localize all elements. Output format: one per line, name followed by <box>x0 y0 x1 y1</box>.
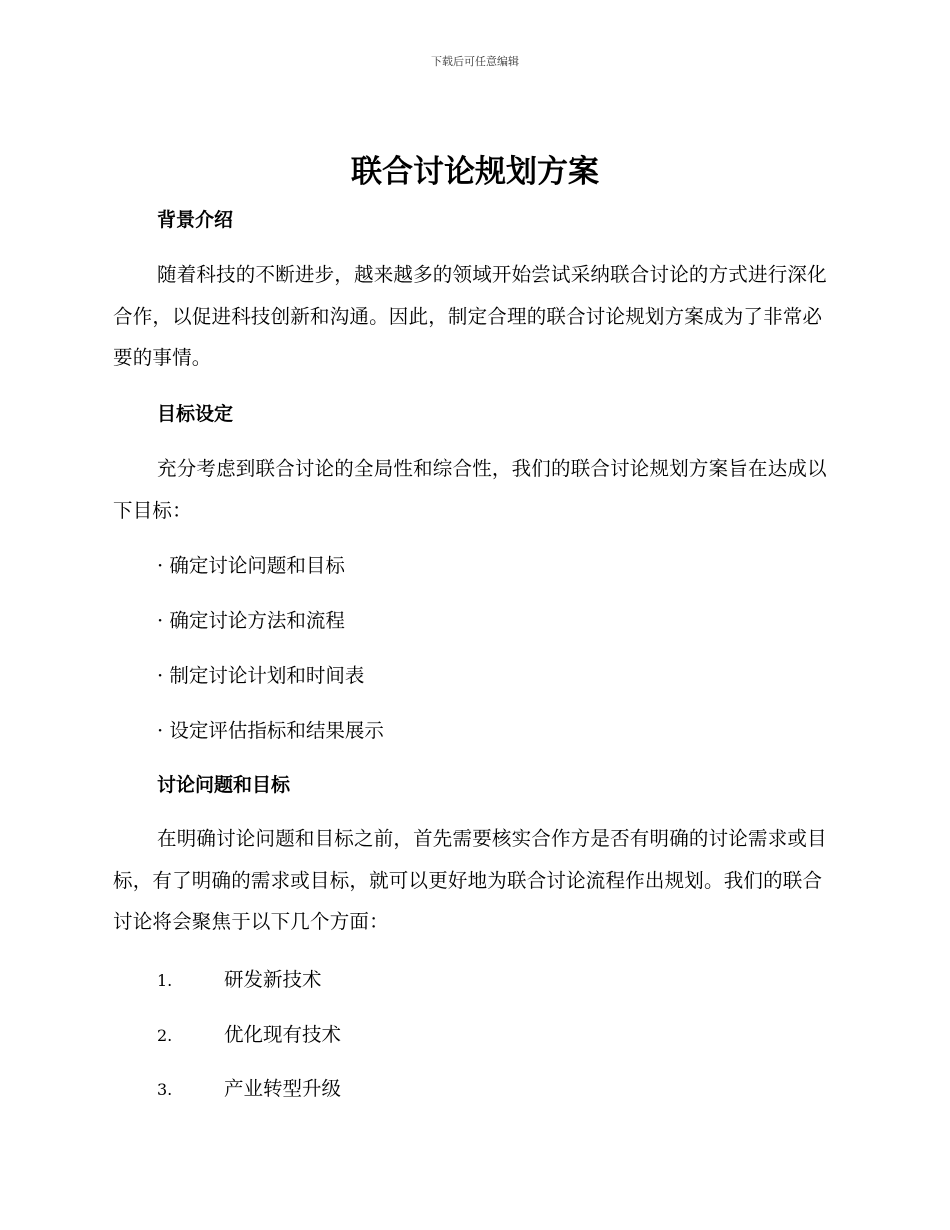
paragraph-background: 随着科技的不断进步，越来越多的领域开始尝试采纳联合讨论的方式进行深化合作，以促进科技创新和沟通。因此，制定合理的联合讨论规划方案成为了非常必要的事情。 <box>113 263 827 369</box>
bullet-item: · 制定讨论计划和时间表 <box>157 664 365 687</box>
bullet-item: · 确定讨论方法和流程 <box>157 609 345 632</box>
item-number: 3. <box>157 1080 173 1099</box>
paragraph-topics: 在明确讨论问题和目标之前，首先需要核实合作方是否有明确的讨论需求或目标，有了明确的需求或目标，就可以更好地为联合讨论流程作出规划。我们的联合讨论将会聚焦于以下几个方面： <box>113 827 827 933</box>
paragraph-goals: 充分考虑到联合讨论的全局性和综合性，我们的联合讨论规划方案旨在达成以下目标： <box>113 457 827 522</box>
document-title: 联合讨论规划方案 <box>351 154 599 190</box>
numbered-item <box>157 1021 657 1050</box>
numbered-item <box>157 966 657 995</box>
item-number: 1. <box>157 971 173 990</box>
bullet-item: · 确定讨论问题和目标 <box>157 554 345 577</box>
bullet-item: · 设定评估指标和结果展示 <box>157 719 384 742</box>
header-note: 下载后可任意编辑 <box>431 55 519 68</box>
item-text: 产业转型升级 <box>224 1077 342 1100</box>
section-heading-background: 背景介绍 <box>157 209 234 231</box>
numbered-item <box>157 1075 657 1104</box>
item-text: 优化现有技术 <box>224 1023 342 1046</box>
section-heading-goals: 目标设定 <box>157 403 234 425</box>
item-text: 研发新技术 <box>224 968 322 991</box>
section-heading-topics: 讨论问题和目标 <box>157 774 291 796</box>
item-number: 2. <box>157 1026 173 1045</box>
